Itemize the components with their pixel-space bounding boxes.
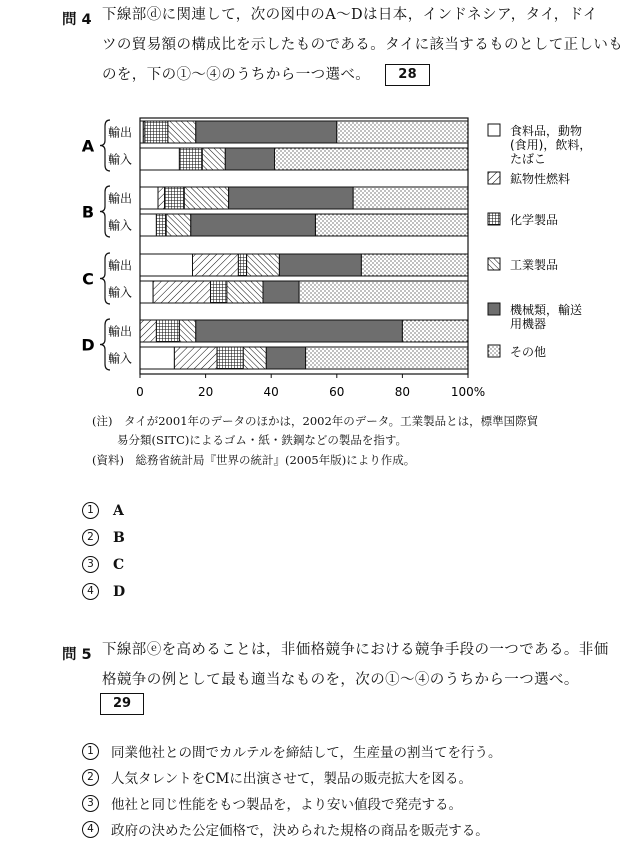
q5-choice-1[interactable] [82, 741, 502, 761]
bar-segment-D-import-industrial [243, 347, 266, 369]
x-tick-label: 40 [263, 385, 279, 399]
group-label-B: B [81, 202, 95, 222]
bar-segment-B-export-machinery [229, 187, 354, 209]
legend-label-industrial: 工業製品 [510, 258, 559, 272]
legend-swatch-food [488, 124, 500, 136]
x-tick-label: 60 [329, 385, 345, 399]
answer-box-29-wrap [100, 693, 144, 715]
bar-segment-C-import-chemical [211, 281, 227, 303]
legend-swatch-industrial [488, 258, 500, 270]
answer-box-29: 29 [100, 693, 144, 715]
choice-number: 2 [82, 529, 99, 546]
bar-segment-A-import-industrial [202, 148, 225, 170]
bar-segment-A-export-other [337, 121, 468, 143]
question-4-line-1: 下線部ⓓに関連して，次の図中のA～Dは日本，インドネシア，タイ，ドイ [102, 7, 598, 23]
bar-segment-D-export-chemical [156, 320, 179, 342]
x-tick-label: 80 [394, 385, 411, 399]
question-5-line-2: 格競争の例として最も適当なものを，次の①～④のうちから一つ選べ。 [102, 672, 579, 688]
q4-choice-4[interactable] [82, 583, 125, 600]
bar-segment-D-import-mineral [174, 347, 217, 369]
choice-text: 人気タレントをCMに出演させて，製品の販売拡大を図る。 [111, 771, 473, 787]
q4-choice-2[interactable] [82, 529, 125, 546]
bar-segment-A-import-machinery [225, 148, 274, 170]
bar-segment-D-import-food [140, 347, 174, 369]
bar-label: 輸入 [107, 351, 132, 366]
answer-box-28: 28 [385, 64, 430, 86]
bar-segment-B-export-other [353, 187, 468, 209]
bar-label: 輸出 [107, 258, 132, 273]
legend-swatch-chemical [488, 213, 500, 225]
bar-segment-B-export-food [140, 187, 158, 209]
bar-segment-C-import-mineral [153, 281, 210, 303]
question-5-label: 問 5 [62, 647, 92, 663]
bar-segment-C-export-mineral [193, 254, 239, 276]
bar-segment-B-export-industrial [184, 187, 228, 209]
bar-segment-D-import-machinery [266, 347, 305, 369]
legend-swatch-other [488, 345, 500, 357]
question-4-line-2: ツの貿易額の構成比を示したものである。タイに該当するものとして正しいも [102, 37, 624, 53]
bar-label: 輸入 [107, 152, 132, 167]
bar-segment-B-export-chemical [165, 187, 185, 209]
question-4-label: 問 4 [62, 12, 92, 28]
question-5-line-1: 下線部ⓔを高めることは，非価格競争における競争手段の一つである。非価 [102, 642, 609, 658]
bar-segment-B-import-chemical [156, 214, 166, 236]
choice-number: 4 [82, 583, 99, 600]
bar-segment-B-export-mineral [158, 187, 165, 209]
choice-text: B [113, 529, 125, 546]
bar-label: 輸出 [107, 324, 132, 339]
legend-swatch-machinery [488, 303, 500, 315]
choice-number: 1 [82, 743, 99, 760]
bar-segment-A-export-machinery [196, 121, 337, 143]
choice-number: 2 [82, 769, 99, 786]
bar-segment-D-import-chemical [217, 347, 243, 369]
question-4-line-3-text: のを，下の①～④のうちから一つ選べ。 [102, 67, 371, 83]
q5-choice-2[interactable] [82, 767, 472, 787]
bar-segment-C-import-other [299, 281, 468, 303]
choice-text: 他社と同じ性能をもつ製品を，より安い値段で発売する。 [111, 797, 462, 813]
bar-label: 輸出 [107, 125, 132, 140]
choice-number: 3 [82, 795, 99, 812]
note-source: (資料) 総務省統計局『世界の統計』(2005年版)により作成。 [92, 453, 416, 467]
bar-segment-B-import-industrial [166, 214, 191, 236]
choice-number: 1 [82, 502, 99, 519]
bar-segment-C-export-industrial [247, 254, 280, 276]
note-2: 易分類(SITC)によるゴム・紙・鉄鋼などの製品を指す。 [117, 433, 407, 447]
legend-label-machinery: 機械類，輸送用機器 [510, 303, 583, 331]
legend-label-chemical: 化学製品 [510, 213, 559, 227]
bar-segment-C-export-other [361, 254, 468, 276]
legend-swatch-mineral [488, 172, 500, 184]
bar-segment-A-export-industrial [168, 121, 196, 143]
bar-segment-C-export-machinery [279, 254, 361, 276]
bar-segment-C-import-industrial [227, 281, 263, 303]
bar-segment-A-import-chemical [179, 148, 202, 170]
bar-label: 輸入 [107, 285, 132, 300]
bar-segment-C-export-food [140, 254, 193, 276]
bar-segment-D-import-other [306, 347, 468, 369]
bar-label: 輸入 [107, 218, 132, 233]
bar-segment-A-export-chemical [145, 121, 168, 143]
bar-segment-C-import-machinery [263, 281, 299, 303]
bar-segment-B-import-other [316, 214, 469, 236]
bar-label: 輸出 [107, 191, 132, 206]
bar-segment-C-export-chemical [238, 254, 246, 276]
x-tick-label: 0 [136, 385, 144, 399]
bar-segment-A-import-food [140, 148, 179, 170]
choice-text: C [113, 556, 125, 573]
group-label-C: C [82, 269, 94, 289]
bar-segment-A-import-other [275, 148, 469, 170]
x-tick-label: 100% [450, 385, 486, 399]
choice-text: D [113, 583, 126, 600]
bar-segment-B-import-food [140, 214, 156, 236]
group-label-A: A [81, 136, 95, 156]
legend-label-food: 食料品，動物(食用)，飲料，たばこ [510, 124, 592, 166]
q4-choice-1[interactable] [82, 502, 124, 519]
legend-label-other: その他 [510, 345, 547, 359]
bar-segment-D-export-other [402, 320, 468, 342]
q4-choice-3[interactable] [82, 556, 124, 573]
choice-text: 同業他社との間でカルテルを締結して，生産量の割当てを行う。 [111, 745, 502, 761]
choice-number: 3 [82, 556, 99, 573]
q5-choice-4[interactable] [82, 819, 489, 839]
q5-choice-3[interactable] [82, 793, 462, 813]
bar-segment-B-import-machinery [191, 214, 316, 236]
choice-text: 政府の決めた公定価格で，決められた規格の商品を販売する。 [111, 823, 489, 839]
choice-text: A [113, 502, 124, 519]
bar-segment-D-export-industrial [179, 320, 195, 342]
question-4-line-3 [102, 60, 430, 90]
note-1: (注) タイが2001年のデータのほかは，2002年のデータ。工業製品とは，標準国際貿 [92, 414, 539, 428]
choice-number: 4 [82, 821, 99, 838]
bar-segment-D-export-mineral [140, 320, 156, 342]
bar-segment-C-import-food [140, 281, 153, 303]
x-tick-label: 20 [197, 385, 214, 399]
bar-segment-D-export-machinery [196, 320, 403, 342]
group-label-D: D [81, 335, 95, 355]
legend-label-mineral: 鉱物性燃料 [510, 172, 571, 186]
